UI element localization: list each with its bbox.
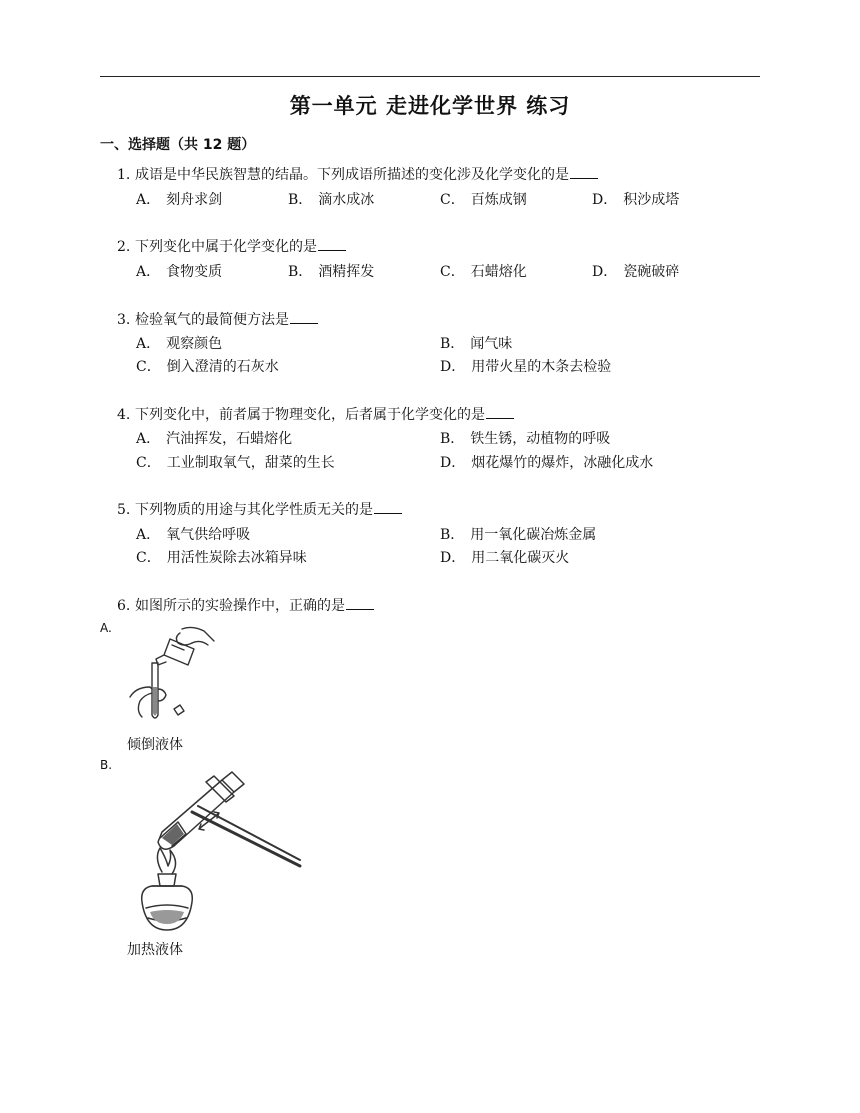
option-letter: C． [440, 192, 465, 208]
question-number: 1. [117, 167, 131, 183]
option-text: 观察颜色 [166, 336, 223, 352]
option-c [136, 547, 307, 567]
option-letter: B． [440, 527, 465, 543]
option-a [136, 189, 222, 209]
option-d [440, 356, 611, 376]
option-b [288, 189, 374, 209]
option-letter: D． [440, 359, 466, 375]
option-c [440, 189, 527, 209]
question-4 [117, 404, 514, 424]
top-rule [100, 76, 760, 77]
option-text: 氧气供给呼吸 [166, 527, 251, 543]
question-text: 下列变化中属于化学变化的是 [135, 239, 317, 255]
option-letter: B． [288, 264, 313, 280]
question-2 [117, 236, 346, 256]
answer-blank[interactable] [486, 404, 514, 419]
option-text: 闻气味 [470, 336, 513, 352]
option-letter: D． [440, 455, 466, 471]
question-6 [117, 595, 374, 615]
question-number: 2. [117, 239, 131, 255]
option-text: 瓷碗破碎 [623, 264, 680, 280]
option-text: 汽油挥发，石蜡熔化 [166, 431, 293, 447]
option-letter: A． [136, 264, 161, 280]
option-text: 工业制取氧气，甜菜的生长 [166, 455, 335, 471]
question-5 [117, 499, 402, 519]
option-letter: B． [440, 336, 465, 352]
option-text: 铁生锈，动植物的呼吸 [470, 431, 611, 447]
option-letter: D． [592, 192, 618, 208]
heating-liquid-illustration [122, 762, 304, 940]
option-a [136, 524, 250, 544]
figure-a-letter: A. [100, 621, 112, 635]
option-text: 用带火星的木条去检验 [471, 359, 612, 375]
question-number: 6. [117, 598, 131, 614]
question-3 [117, 309, 318, 329]
option-letter: A． [136, 192, 161, 208]
option-a [136, 428, 292, 448]
option-text: 食物变质 [166, 264, 223, 280]
option-d [592, 261, 679, 281]
option-text: 烟花爆竹的爆炸，冰融化成水 [471, 455, 654, 471]
question-1 [117, 164, 598, 184]
question-text: 下列变化中，前者属于物理变化，后者属于化学变化的是 [135, 407, 485, 423]
figure-b-caption: 加热液体 [127, 942, 183, 958]
option-c [440, 261, 527, 281]
option-letter: C． [440, 264, 465, 280]
option-letter: B． [288, 192, 313, 208]
option-a [136, 261, 222, 281]
answer-blank[interactable] [374, 499, 402, 514]
option-letter: A． [136, 336, 161, 352]
answer-blank[interactable] [570, 164, 598, 179]
option-letter: B． [440, 431, 465, 447]
option-text: 酒精挥发 [318, 264, 375, 280]
option-text: 石蜡熔化 [470, 264, 527, 280]
answer-blank[interactable] [346, 595, 374, 610]
option-text: 用活性炭除去冰箱异味 [166, 550, 307, 566]
option-letter: D． [592, 264, 618, 280]
option-letter: D． [440, 550, 466, 566]
question-number: 4. [117, 407, 131, 423]
option-text: 用二氧化碳灭火 [471, 550, 570, 566]
option-text: 用一氧化碳冶炼金属 [470, 527, 597, 543]
answer-blank[interactable] [290, 309, 318, 324]
question-number: 3. [117, 312, 131, 328]
option-b [440, 524, 596, 544]
pouring-liquid-illustration [122, 625, 222, 725]
option-d [592, 189, 679, 209]
option-text: 百炼成钢 [470, 192, 527, 208]
option-b [440, 333, 512, 353]
option-letter: C． [136, 359, 161, 375]
figure-a-caption: 倾倒液体 [127, 737, 183, 753]
question-text: 如图所示的实验操作中，正确的是 [135, 598, 345, 614]
option-letter: A． [136, 431, 161, 447]
option-d [440, 547, 569, 567]
figure-b-letter: B. [100, 758, 113, 772]
option-text: 积沙成塔 [623, 192, 680, 208]
answer-blank[interactable] [318, 236, 346, 251]
option-letter: C． [136, 455, 161, 471]
option-c [136, 452, 335, 472]
option-d [440, 452, 653, 472]
option-letter: C． [136, 550, 161, 566]
question-text: 检验氧气的最简便方法是 [135, 312, 289, 328]
section-heading: 一、选择题（共 12 题） [100, 137, 256, 153]
option-text: 倒入澄清的石灰水 [166, 359, 279, 375]
option-b [288, 261, 374, 281]
question-text: 成语是中华民族智慧的结晶。下列成语所描述的变化涉及化学变化的是 [135, 167, 569, 183]
question-number: 5. [117, 502, 131, 518]
option-text: 滴水成冰 [318, 192, 375, 208]
option-c [136, 356, 279, 376]
question-text: 下列物质的用途与其化学性质无关的是 [135, 502, 373, 518]
option-text: 刻舟求剑 [166, 192, 223, 208]
option-a [136, 333, 222, 353]
option-b [440, 428, 610, 448]
page-title: 第一单元 走进化学世界 练习 [289, 94, 571, 118]
option-letter: A． [136, 527, 161, 543]
